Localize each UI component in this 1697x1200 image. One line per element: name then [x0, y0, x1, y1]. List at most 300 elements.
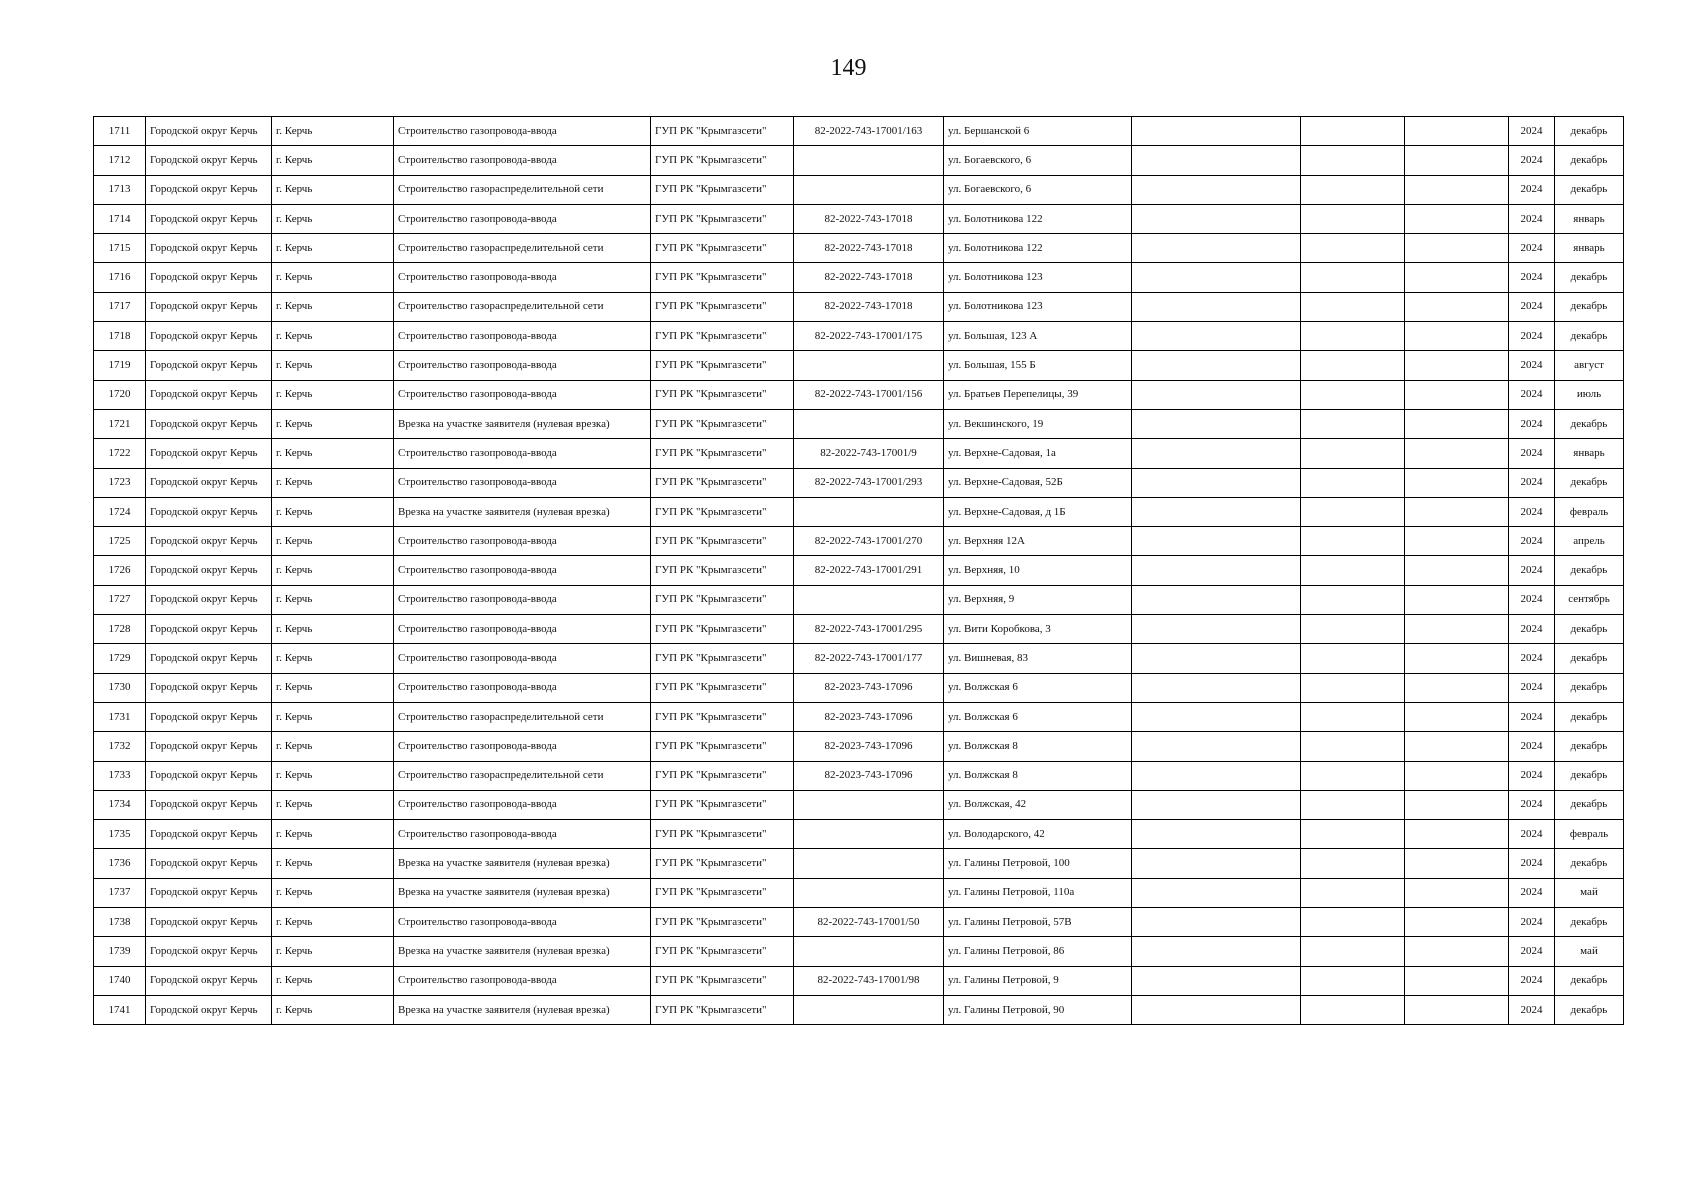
- empty-cell: [1405, 468, 1509, 497]
- row-number-cell: 1739: [94, 937, 146, 966]
- row-number-cell: 1724: [94, 497, 146, 526]
- municipal-district-cell: Городской округ Керчь: [146, 761, 272, 790]
- table-row: [94, 380, 1624, 409]
- empty-cell: [1301, 849, 1405, 878]
- address-cell: ул. Волжская 8: [944, 732, 1132, 761]
- empty-cell: [1301, 615, 1405, 644]
- municipal-district-cell: Городской округ Керчь: [146, 908, 272, 937]
- row-number-cell: 1713: [94, 175, 146, 204]
- city-cell: г. Керчь: [272, 995, 394, 1024]
- empty-cell: [1405, 146, 1509, 175]
- empty-cell: [1301, 585, 1405, 614]
- year-cell: 2024: [1509, 966, 1555, 995]
- empty-cell: [1301, 497, 1405, 526]
- row-number-cell: 1719: [94, 351, 146, 380]
- empty-cell: [1301, 263, 1405, 292]
- project-code-cell: [794, 409, 944, 438]
- city-cell: г. Керчь: [272, 937, 394, 966]
- organization-cell: ГУП РК "Крымгазсети": [651, 732, 794, 761]
- month-cell: декабрь: [1555, 556, 1624, 585]
- organization-cell: ГУП РК "Крымгазсети": [651, 263, 794, 292]
- municipal-district-cell: Городской округ Керчь: [146, 322, 272, 351]
- project-code-cell: 82-2022-743-17001/177: [794, 644, 944, 673]
- city-cell: г. Керчь: [272, 761, 394, 790]
- empty-cell: [1132, 263, 1301, 292]
- year-cell: 2024: [1509, 820, 1555, 849]
- address-cell: ул. Галины Петровой, 110а: [944, 878, 1132, 907]
- work-type-cell: Врезка на участке заявителя (нулевая врезка): [394, 878, 651, 907]
- year-cell: 2024: [1509, 234, 1555, 263]
- row-number-cell: 1720: [94, 380, 146, 409]
- project-code-cell: 82-2022-743-17001/50: [794, 908, 944, 937]
- empty-cell: [1301, 556, 1405, 585]
- row-number-cell: 1727: [94, 585, 146, 614]
- month-cell: декабрь: [1555, 263, 1624, 292]
- project-code-cell: [794, 790, 944, 819]
- organization-cell: ГУП РК "Крымгазсети": [651, 204, 794, 233]
- table-row: [94, 204, 1624, 233]
- municipal-district-cell: Городской округ Керчь: [146, 849, 272, 878]
- address-cell: ул. Богаевского, 6: [944, 175, 1132, 204]
- work-type-cell: Врезка на участке заявителя (нулевая врезка): [394, 937, 651, 966]
- table-row: [94, 937, 1624, 966]
- month-cell: декабрь: [1555, 995, 1624, 1024]
- empty-cell: [1132, 234, 1301, 263]
- table-row: [94, 849, 1624, 878]
- empty-cell: [1301, 995, 1405, 1024]
- city-cell: г. Керчь: [272, 732, 394, 761]
- empty-cell: [1132, 761, 1301, 790]
- work-type-cell: Строительство газораспределительной сети: [394, 234, 651, 263]
- empty-cell: [1405, 380, 1509, 409]
- work-type-cell: Строительство газопровода-ввода: [394, 556, 651, 585]
- month-cell: декабрь: [1555, 732, 1624, 761]
- empty-cell: [1132, 380, 1301, 409]
- municipal-district-cell: Городской округ Керчь: [146, 995, 272, 1024]
- empty-cell: [1301, 527, 1405, 556]
- organization-cell: ГУП РК "Крымгазсети": [651, 849, 794, 878]
- table-row: [94, 497, 1624, 526]
- address-cell: ул. Вишневая, 83: [944, 644, 1132, 673]
- work-type-cell: Строительство газопровода-ввода: [394, 908, 651, 937]
- project-code-cell: [794, 937, 944, 966]
- municipal-district-cell: Городской округ Керчь: [146, 820, 272, 849]
- address-cell: ул. Болотникова 122: [944, 234, 1132, 263]
- empty-cell: [1132, 351, 1301, 380]
- empty-cell: [1301, 292, 1405, 321]
- year-cell: 2024: [1509, 527, 1555, 556]
- year-cell: 2024: [1509, 908, 1555, 937]
- address-cell: ул. Болотникова 122: [944, 204, 1132, 233]
- empty-cell: [1301, 204, 1405, 233]
- month-cell: декабрь: [1555, 146, 1624, 175]
- table-row: [94, 732, 1624, 761]
- year-cell: 2024: [1509, 732, 1555, 761]
- address-cell: ул. Верхняя, 10: [944, 556, 1132, 585]
- empty-cell: [1301, 820, 1405, 849]
- empty-cell: [1132, 644, 1301, 673]
- empty-cell: [1405, 556, 1509, 585]
- project-code-cell: 82-2022-743-17018: [794, 204, 944, 233]
- empty-cell: [1301, 937, 1405, 966]
- year-cell: 2024: [1509, 263, 1555, 292]
- municipal-district-cell: Городской округ Керчь: [146, 937, 272, 966]
- city-cell: г. Керчь: [272, 908, 394, 937]
- row-number-cell: 1722: [94, 439, 146, 468]
- year-cell: 2024: [1509, 322, 1555, 351]
- city-cell: г. Керчь: [272, 409, 394, 438]
- row-number-cell: 1737: [94, 878, 146, 907]
- row-number-cell: 1741: [94, 995, 146, 1024]
- empty-cell: [1405, 702, 1509, 731]
- table-row: [94, 351, 1624, 380]
- organization-cell: ГУП РК "Крымгазсети": [651, 966, 794, 995]
- city-cell: г. Керчь: [272, 351, 394, 380]
- empty-cell: [1132, 820, 1301, 849]
- month-cell: май: [1555, 878, 1624, 907]
- municipal-district-cell: Городской округ Керчь: [146, 351, 272, 380]
- municipal-district-cell: Городской округ Керчь: [146, 292, 272, 321]
- row-number-cell: 1733: [94, 761, 146, 790]
- year-cell: 2024: [1509, 849, 1555, 878]
- table-row: [94, 702, 1624, 731]
- month-cell: декабрь: [1555, 175, 1624, 204]
- project-code-cell: 82-2023-743-17096: [794, 732, 944, 761]
- empty-cell: [1405, 937, 1509, 966]
- organization-cell: ГУП РК "Крымгазсети": [651, 995, 794, 1024]
- municipal-district-cell: Городской округ Керчь: [146, 527, 272, 556]
- row-number-cell: 1736: [94, 849, 146, 878]
- municipal-district-cell: Городской округ Керчь: [146, 702, 272, 731]
- page-number: 149: [830, 55, 867, 81]
- table-row: [94, 409, 1624, 438]
- empty-cell: [1405, 966, 1509, 995]
- work-type-cell: Строительство газопровода-ввода: [394, 322, 651, 351]
- work-type-cell: Строительство газопровода-ввода: [394, 615, 651, 644]
- empty-cell: [1405, 204, 1509, 233]
- month-cell: декабрь: [1555, 322, 1624, 351]
- row-number-cell: 1717: [94, 292, 146, 321]
- table-row: [94, 908, 1624, 937]
- empty-cell: [1405, 761, 1509, 790]
- empty-cell: [1132, 175, 1301, 204]
- empty-cell: [1405, 673, 1509, 702]
- month-cell: июль: [1555, 380, 1624, 409]
- address-cell: ул. Верхне-Садовая, 52Б: [944, 468, 1132, 497]
- project-code-cell: 82-2022-743-17001/163: [794, 117, 944, 146]
- organization-cell: ГУП РК "Крымгазсети": [651, 351, 794, 380]
- work-type-cell: Строительство газопровода-ввода: [394, 966, 651, 995]
- empty-cell: [1132, 497, 1301, 526]
- year-cell: 2024: [1509, 761, 1555, 790]
- empty-cell: [1405, 790, 1509, 819]
- row-number-cell: 1715: [94, 234, 146, 263]
- organization-cell: ГУП РК "Крымгазсети": [651, 234, 794, 263]
- empty-cell: [1405, 878, 1509, 907]
- work-type-cell: Строительство газопровода-ввода: [394, 468, 651, 497]
- row-number-cell: 1732: [94, 732, 146, 761]
- year-cell: 2024: [1509, 937, 1555, 966]
- row-number-cell: 1712: [94, 146, 146, 175]
- work-type-cell: Строительство газопровода-ввода: [394, 585, 651, 614]
- table-row: [94, 761, 1624, 790]
- project-code-cell: 82-2022-743-17001/295: [794, 615, 944, 644]
- city-cell: г. Керчь: [272, 468, 394, 497]
- project-code-cell: 82-2023-743-17096: [794, 673, 944, 702]
- work-type-cell: Строительство газопровода-ввода: [394, 439, 651, 468]
- empty-cell: [1132, 292, 1301, 321]
- table-row: [94, 820, 1624, 849]
- empty-cell: [1132, 849, 1301, 878]
- empty-cell: [1132, 937, 1301, 966]
- city-cell: г. Керчь: [272, 615, 394, 644]
- year-cell: 2024: [1509, 439, 1555, 468]
- empty-cell: [1405, 292, 1509, 321]
- city-cell: г. Керчь: [272, 322, 394, 351]
- year-cell: 2024: [1509, 673, 1555, 702]
- organization-cell: ГУП РК "Крымгазсети": [651, 878, 794, 907]
- year-cell: 2024: [1509, 615, 1555, 644]
- work-type-cell: Строительство газопровода-ввода: [394, 351, 651, 380]
- address-cell: ул. Векшинского, 19: [944, 409, 1132, 438]
- month-cell: декабрь: [1555, 615, 1624, 644]
- address-cell: ул. Галины Петровой, 86: [944, 937, 1132, 966]
- month-cell: январь: [1555, 439, 1624, 468]
- row-number-cell: 1721: [94, 409, 146, 438]
- work-type-cell: Строительство газопровода-ввода: [394, 527, 651, 556]
- project-code-cell: 82-2022-743-17001/270: [794, 527, 944, 556]
- empty-cell: [1301, 409, 1405, 438]
- month-cell: декабрь: [1555, 849, 1624, 878]
- table-row: [94, 322, 1624, 351]
- month-cell: август: [1555, 351, 1624, 380]
- city-cell: г. Керчь: [272, 204, 394, 233]
- city-cell: г. Керчь: [272, 966, 394, 995]
- empty-cell: [1405, 908, 1509, 937]
- municipal-district-cell: Городской округ Керчь: [146, 234, 272, 263]
- city-cell: г. Керчь: [272, 292, 394, 321]
- city-cell: г. Керчь: [272, 790, 394, 819]
- empty-cell: [1132, 673, 1301, 702]
- address-cell: ул. Братьев Перепелицы, 39: [944, 380, 1132, 409]
- city-cell: г. Керчь: [272, 234, 394, 263]
- work-type-cell: Строительство газопровода-ввода: [394, 117, 651, 146]
- table-row: [94, 790, 1624, 819]
- year-cell: 2024: [1509, 146, 1555, 175]
- table-row: [94, 234, 1624, 263]
- work-type-cell: Строительство газопровода-ввода: [394, 820, 651, 849]
- municipal-district-cell: Городской округ Керчь: [146, 673, 272, 702]
- work-type-cell: Строительство газопровода-ввода: [394, 263, 651, 292]
- empty-cell: [1405, 585, 1509, 614]
- city-cell: г. Керчь: [272, 439, 394, 468]
- empty-cell: [1132, 439, 1301, 468]
- empty-cell: [1301, 117, 1405, 146]
- organization-cell: ГУП РК "Крымгазсети": [651, 468, 794, 497]
- empty-cell: [1301, 702, 1405, 731]
- organization-cell: ГУП РК "Крымгазсети": [651, 497, 794, 526]
- municipal-district-cell: Городской округ Керчь: [146, 966, 272, 995]
- address-cell: ул. Большая, 123 А: [944, 322, 1132, 351]
- organization-cell: ГУП РК "Крымгазсети": [651, 146, 794, 175]
- address-cell: ул. Болотникова 123: [944, 263, 1132, 292]
- month-cell: декабрь: [1555, 468, 1624, 497]
- empty-cell: [1132, 117, 1301, 146]
- organization-cell: ГУП РК "Крымгазсети": [651, 527, 794, 556]
- month-cell: май: [1555, 937, 1624, 966]
- empty-cell: [1405, 117, 1509, 146]
- row-number-cell: 1716: [94, 263, 146, 292]
- municipal-district-cell: Городской округ Керчь: [146, 380, 272, 409]
- month-cell: декабрь: [1555, 702, 1624, 731]
- municipal-district-cell: Городской округ Керчь: [146, 585, 272, 614]
- empty-cell: [1301, 468, 1405, 497]
- month-cell: декабрь: [1555, 761, 1624, 790]
- year-cell: 2024: [1509, 380, 1555, 409]
- city-cell: г. Керчь: [272, 820, 394, 849]
- empty-cell: [1405, 644, 1509, 673]
- empty-cell: [1132, 878, 1301, 907]
- work-type-cell: Строительство газопровода-ввода: [394, 146, 651, 175]
- empty-cell: [1405, 497, 1509, 526]
- address-cell: ул. Волжская 6: [944, 702, 1132, 731]
- project-code-cell: [794, 585, 944, 614]
- organization-cell: ГУП РК "Крымгазсети": [651, 937, 794, 966]
- work-type-cell: Строительство газораспределительной сети: [394, 702, 651, 731]
- work-type-cell: Врезка на участке заявителя (нулевая врезка): [394, 497, 651, 526]
- project-code-cell: 82-2022-743-17018: [794, 234, 944, 263]
- row-number-cell: 1711: [94, 117, 146, 146]
- month-cell: январь: [1555, 234, 1624, 263]
- row-number-cell: 1738: [94, 908, 146, 937]
- year-cell: 2024: [1509, 585, 1555, 614]
- year-cell: 2024: [1509, 878, 1555, 907]
- empty-cell: [1301, 790, 1405, 819]
- month-cell: апрель: [1555, 527, 1624, 556]
- year-cell: 2024: [1509, 292, 1555, 321]
- address-cell: ул. Волжская, 42: [944, 790, 1132, 819]
- empty-cell: [1132, 790, 1301, 819]
- work-type-cell: Строительство газораспределительной сети: [394, 175, 651, 204]
- municipal-district-cell: Городской округ Керчь: [146, 497, 272, 526]
- city-cell: г. Керчь: [272, 702, 394, 731]
- year-cell: 2024: [1509, 702, 1555, 731]
- address-cell: ул. Володарского, 42: [944, 820, 1132, 849]
- address-cell: ул. Болотникова 123: [944, 292, 1132, 321]
- year-cell: 2024: [1509, 468, 1555, 497]
- table-row: [94, 117, 1624, 146]
- project-code-cell: 82-2022-743-17001/293: [794, 468, 944, 497]
- row-number-cell: 1723: [94, 468, 146, 497]
- city-cell: г. Керчь: [272, 175, 394, 204]
- month-cell: декабрь: [1555, 644, 1624, 673]
- empty-cell: [1132, 527, 1301, 556]
- empty-cell: [1405, 995, 1509, 1024]
- empty-cell: [1132, 556, 1301, 585]
- organization-cell: ГУП РК "Крымгазсети": [651, 322, 794, 351]
- organization-cell: ГУП РК "Крымгазсети": [651, 644, 794, 673]
- organization-cell: ГУП РК "Крымгазсети": [651, 615, 794, 644]
- month-cell: декабрь: [1555, 673, 1624, 702]
- city-cell: г. Керчь: [272, 527, 394, 556]
- city-cell: г. Керчь: [272, 146, 394, 175]
- project-code-cell: [794, 820, 944, 849]
- empty-cell: [1132, 995, 1301, 1024]
- project-code-cell: [794, 497, 944, 526]
- empty-cell: [1405, 322, 1509, 351]
- registry-table: [93, 116, 1624, 1025]
- year-cell: 2024: [1509, 117, 1555, 146]
- year-cell: 2024: [1509, 204, 1555, 233]
- municipal-district-cell: Городской округ Керчь: [146, 117, 272, 146]
- empty-cell: [1405, 732, 1509, 761]
- municipal-district-cell: Городской округ Керчь: [146, 439, 272, 468]
- work-type-cell: Строительство газораспределительной сети: [394, 292, 651, 321]
- month-cell: декабрь: [1555, 966, 1624, 995]
- empty-cell: [1132, 966, 1301, 995]
- municipal-district-cell: Городской округ Керчь: [146, 644, 272, 673]
- work-type-cell: Строительство газопровода-ввода: [394, 790, 651, 819]
- table-row: [94, 527, 1624, 556]
- year-cell: 2024: [1509, 644, 1555, 673]
- project-code-cell: 82-2023-743-17096: [794, 702, 944, 731]
- month-cell: декабрь: [1555, 908, 1624, 937]
- empty-cell: [1301, 175, 1405, 204]
- empty-cell: [1301, 439, 1405, 468]
- year-cell: 2024: [1509, 790, 1555, 819]
- organization-cell: ГУП РК "Крымгазсети": [651, 820, 794, 849]
- row-number-cell: 1730: [94, 673, 146, 702]
- municipal-district-cell: Городской округ Керчь: [146, 732, 272, 761]
- empty-cell: [1132, 204, 1301, 233]
- row-number-cell: 1728: [94, 615, 146, 644]
- project-code-cell: 82-2022-743-17001/9: [794, 439, 944, 468]
- project-code-cell: [794, 878, 944, 907]
- municipal-district-cell: Городской округ Керчь: [146, 615, 272, 644]
- empty-cell: [1301, 966, 1405, 995]
- row-number-cell: 1729: [94, 644, 146, 673]
- organization-cell: ГУП РК "Крымгазсети": [651, 409, 794, 438]
- table-row: [94, 439, 1624, 468]
- address-cell: ул. Волжская 6: [944, 673, 1132, 702]
- empty-cell: [1301, 761, 1405, 790]
- empty-cell: [1132, 702, 1301, 731]
- municipal-district-cell: Городской округ Керчь: [146, 263, 272, 292]
- empty-cell: [1405, 409, 1509, 438]
- project-code-cell: 82-2022-743-17001/291: [794, 556, 944, 585]
- city-cell: г. Керчь: [272, 117, 394, 146]
- project-code-cell: 82-2022-743-17001/175: [794, 322, 944, 351]
- address-cell: ул. Верхне-Садовая, д 1Б: [944, 497, 1132, 526]
- organization-cell: ГУП РК "Крымгазсети": [651, 761, 794, 790]
- work-type-cell: Врезка на участке заявителя (нулевая врезка): [394, 849, 651, 878]
- empty-cell: [1405, 175, 1509, 204]
- work-type-cell: Строительство газопровода-ввода: [394, 204, 651, 233]
- year-cell: 2024: [1509, 409, 1555, 438]
- organization-cell: ГУП РК "Крымгазсети": [651, 556, 794, 585]
- table-row: [94, 995, 1624, 1024]
- empty-cell: [1405, 615, 1509, 644]
- empty-cell: [1132, 908, 1301, 937]
- address-cell: ул. Большая, 155 Б: [944, 351, 1132, 380]
- empty-cell: [1132, 732, 1301, 761]
- table-row: [94, 263, 1624, 292]
- row-number-cell: 1731: [94, 702, 146, 731]
- empty-cell: [1301, 322, 1405, 351]
- city-cell: г. Керчь: [272, 673, 394, 702]
- empty-cell: [1132, 322, 1301, 351]
- row-number-cell: 1735: [94, 820, 146, 849]
